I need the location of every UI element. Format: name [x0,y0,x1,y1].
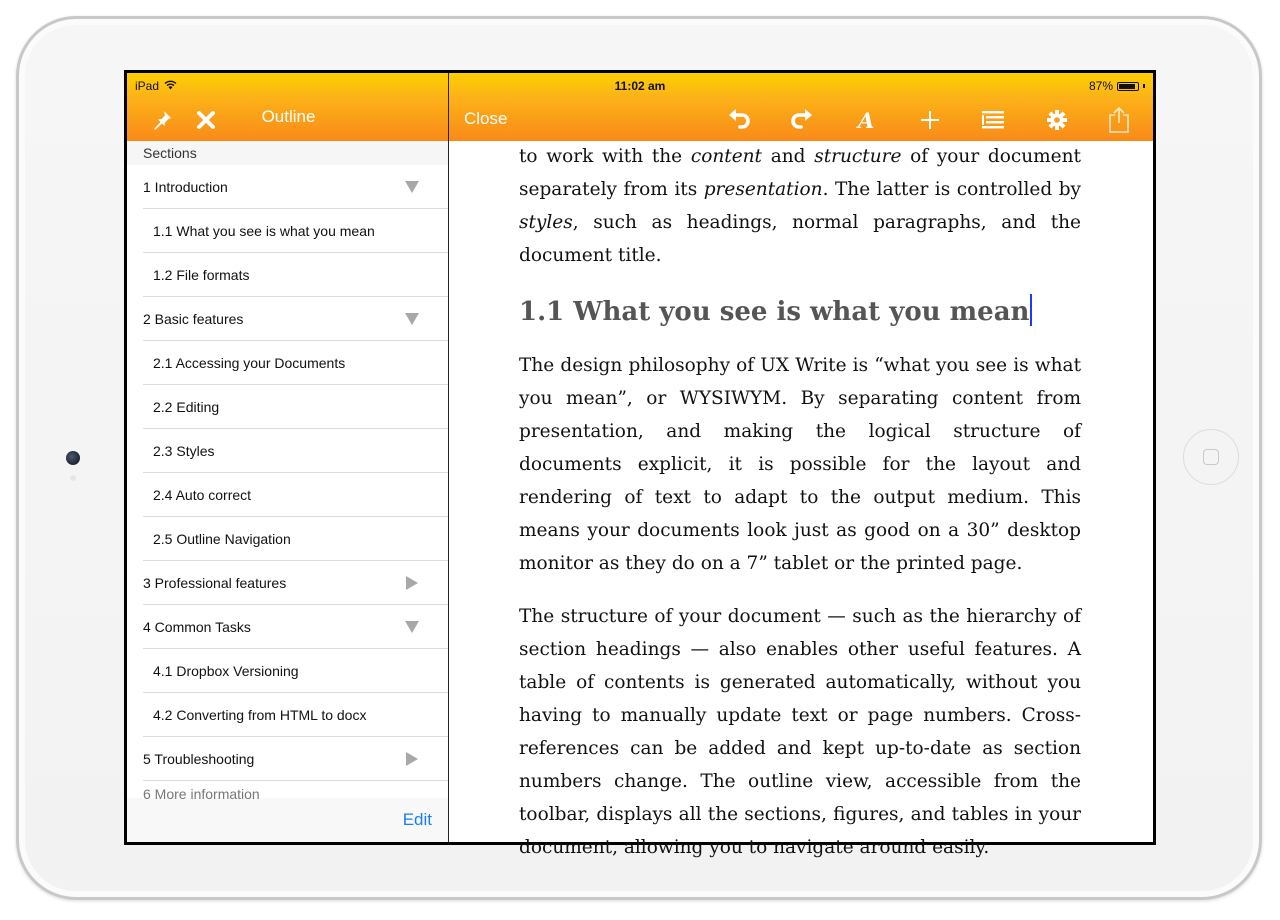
text-run: and [762,146,815,167]
outline-item-label: 5 Troubleshooting [143,751,255,767]
front-camera [66,451,80,465]
outline-item[interactable] [127,737,448,781]
emphasis-text: presentation [703,179,823,200]
paragraph-structure[interactable]: The structure of your document — such as the hierarchy of section headings — also enables other useful features. A table of contents is generated automatically, without you having to manually update text or page numbers. Cross-references can be added and kept up-to-date as section numbers change. The outline view, accessible from the toolbar, displays all the sections, figures, and tables in your document, allowing you to navigate around easily. [519,606,1081,858]
screen [124,70,1156,858]
outline-item[interactable] [127,297,448,341]
outline-item-label: 2.5 Outline Navigation [153,531,291,547]
battery-percent: 87% [1088,79,1113,93]
ambient-sensor [70,475,76,481]
outline-icon[interactable] [979,99,1007,141]
outline-item-label: 4.1 Dropbox Versioning [153,663,299,679]
outline-item-label: 2.2 Editing [153,399,220,415]
home-button-square [1203,449,1219,465]
insert-icon[interactable] [916,99,944,141]
outline-title: Outline [261,107,316,126]
text-style-icon[interactable] [853,99,881,141]
emphasis-text: styles [519,212,573,233]
home-button[interactable] [1183,429,1239,485]
device-name: iPad [135,79,160,93]
status-right [1089,79,1145,93]
outline-item-label: 1.1 What you see is what you mean [153,223,375,239]
outline-item[interactable] [127,209,448,253]
outline-item[interactable] [127,429,448,473]
text-run: to work with the [519,146,691,167]
text-run: of your document separately from its [519,146,1081,200]
outline-item-label: 2 Basic features [143,311,244,327]
document-view[interactable] [449,141,1153,858]
outline-item[interactable] [127,517,448,561]
outline-item-label: 3 Professional features [143,575,287,591]
partial-outline-item[interactable]: 6 More information [143,786,260,802]
text-run: . The latter is controlled by [822,179,1081,200]
outline-sidebar [127,141,448,842]
paragraph-wysiwym[interactable]: The design philosophy of UX Write is “what you see is what you mean”, or WYSIWYM. By separating content from presentation, and making the logical structure of documents explicit, it is possible for the layout and rendering of text to adapt to the output medium. This means your documents look just as good on a 30” desktop monitor as they do on a 7” tablet or the printed page. [519,355,1081,574]
outline-item-label: 2.3 Styles [153,443,215,459]
heading-text: 1.1 What you see is what you mean [519,297,1030,327]
outline-item[interactable] [127,649,448,693]
outline-item[interactable] [127,253,448,297]
screen-content [127,73,1153,858]
text-cursor [1030,294,1032,326]
outline-item[interactable] [127,473,448,517]
outline-item-label: 1.2 File formats [153,267,250,283]
outline-item[interactable] [127,605,448,649]
top-bar [127,73,1153,141]
main-toolbar [449,99,1153,141]
status-time: 11:02 am [614,79,666,93]
share-icon[interactable] [1105,99,1133,141]
outline-item-label: 2.4 Auto correct [153,487,252,503]
sidebar-footer [127,786,448,842]
outline-item-label: 4.2 Converting from HTML to docx [153,707,367,723]
outline-item[interactable] [127,165,448,209]
outline-item[interactable] [127,341,448,385]
disclosure-down-icon[interactable] [404,605,420,649]
undo-icon[interactable] [725,99,753,141]
pane-divider [448,73,449,842]
settings-gear-icon[interactable] [1043,99,1071,141]
close-button[interactable]: Close [464,109,508,128]
outline-item[interactable] [127,561,448,605]
emphasis-text: structure [814,146,902,167]
status-bar [127,73,1153,99]
disclosure-right-icon[interactable] [404,561,420,605]
disclosure-down-icon[interactable] [404,297,420,341]
battery-icon [1117,82,1139,91]
paragraph-intro[interactable] [519,140,1081,272]
svg-text:A: A [858,108,875,133]
battery-fill [1119,84,1135,89]
battery-nub [1143,84,1145,88]
outline-list [127,165,448,798]
section-heading[interactable] [519,294,1081,329]
redo-icon[interactable] [788,99,816,141]
outline-item[interactable] [127,693,448,737]
text-run: , such as headings, normal paragraphs, and the document title. [519,212,1081,266]
sections-header: Sections [127,141,448,165]
outline-item-label: 2.1 Accessing your Documents [153,355,346,371]
disclosure-down-icon[interactable] [404,165,420,209]
outline-item[interactable] [127,385,448,429]
document-body[interactable] [519,141,1081,864]
outline-item-label: 1 Introduction [143,179,228,195]
emphasis-text: content [690,146,762,167]
outline-item-label: 4 Common Tasks [143,619,251,635]
edit-button[interactable]: Edit [402,810,432,829]
disclosure-right-icon[interactable] [404,737,420,781]
